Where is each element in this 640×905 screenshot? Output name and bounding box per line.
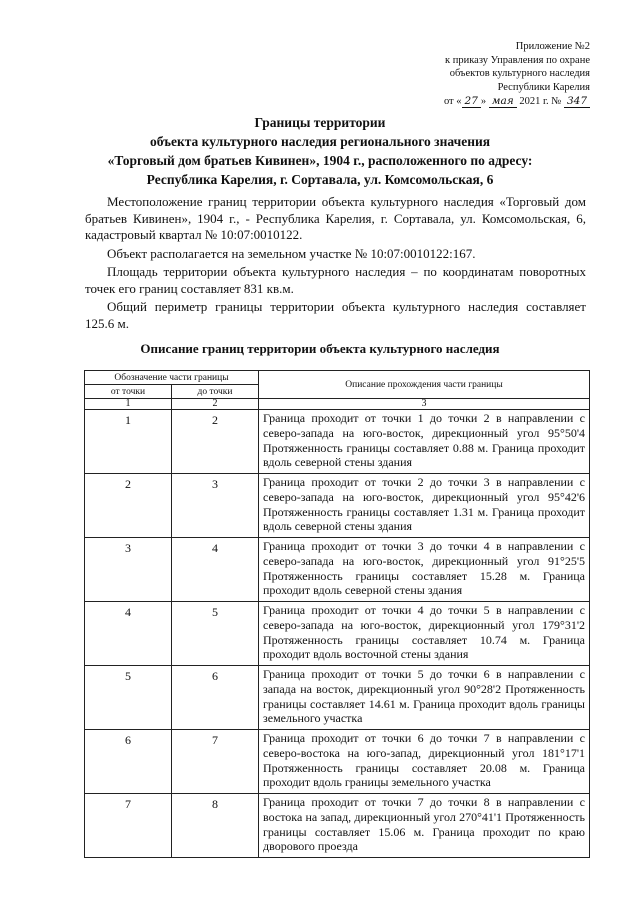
boundary-description: Граница проходит от точки 5 до точки 6 в направлении с запада на восток, дирекционный угол 90°28'2 Протяженность границы составляет 14.61 м. Граница проходит вдоль границы земельного участка [259, 666, 590, 730]
appendix-line-1: Приложение №2 [515, 41, 590, 52]
boundary-table [84, 370, 590, 858]
to-point: 8 [172, 794, 259, 858]
appendix-header [444, 40, 590, 109]
from-point: 5 [85, 666, 172, 730]
table-row [85, 602, 590, 666]
from-point: 2 [85, 474, 172, 538]
order-month: мая [489, 95, 517, 108]
title-line-4: Республика Карелия, г. Сортавала, ул. Комсомольская, 6 [146, 172, 494, 187]
from-point: 3 [85, 538, 172, 602]
column-number-3: 3 [259, 399, 590, 410]
from-point: 4 [85, 602, 172, 666]
column-number-1: 1 [85, 399, 172, 410]
date-mid: » [480, 96, 489, 107]
title-line-2: объекта культурного наследия регионального значения [149, 134, 491, 149]
table-row [85, 730, 590, 794]
to-point: 4 [172, 538, 259, 602]
to-point: 5 [172, 602, 259, 666]
table-row [85, 410, 590, 474]
table-row [85, 538, 590, 602]
header-from-point: от точки [85, 385, 172, 399]
order-date-line [444, 95, 590, 109]
from-point: 7 [85, 794, 172, 858]
to-point: 3 [172, 474, 259, 538]
to-point: 2 [172, 410, 259, 474]
appendix-line-2: к приказу Управления по охране [445, 54, 590, 66]
paragraph-area: Площадь территории объекта культурного наследия – по координатам поворотных точек его границ составляет 831 кв.м. [85, 264, 586, 296]
boundary-description: Граница проходит от точки 3 до точки 4 в направлении с северо-запада на юго-восток, дирекционный угол 91°25'5 Протяженность границы составляет 15.28 м. Граница проходит вдоль северной стены здания [259, 538, 590, 602]
paragraph-land-plot: Объект располагается на земельном участке № 10:07:0010122:167. [107, 245, 476, 261]
paragraph-location: Местоположение границ территории объекта культурного наследия «Торговый дом братьев Кивинен», 1904 г., - Республика Карелия, г. Сортавала, ул. Комсомольская, 6, кадастровый квартал № 10:07:0010122. [85, 194, 586, 242]
header-to-point: до точки [172, 385, 259, 399]
column-number-2: 2 [172, 399, 259, 410]
document-body [85, 194, 586, 332]
title-line-1: Границы территории [254, 115, 386, 130]
table-row [85, 794, 590, 858]
order-year: 2021 г. № [516, 96, 564, 107]
table-row [85, 474, 590, 538]
from-point: 1 [85, 410, 172, 474]
order-number: 347 [564, 95, 590, 108]
header-description: Описание прохождения части границы [259, 371, 590, 399]
boundary-description: Граница проходит от точки 6 до точки 7 в направлении с северо-востока на юго-запад, дирекционный угол 181°17'1 Протяженность границы составляет 20.08 м. Граница проходит вдоль границы земельного участка [259, 730, 590, 794]
to-point: 6 [172, 666, 259, 730]
table-header-row [85, 371, 590, 385]
title-line-3: «Торговый дом братьев Кивинен», 1904 г., расположенного по адресу: [107, 153, 533, 168]
boundary-description: Граница проходит от точки 4 до точки 5 в направлении с северо-запада на юго-восток, дирекционный угол 179°31'2 Протяженность границы составляет 10.74 м. Граница проходит вдоль восточной стены здания [259, 602, 590, 666]
to-point: 7 [172, 730, 259, 794]
table-row [85, 666, 590, 730]
section-title: Описание границ территории объекта культурного наследия [140, 341, 500, 356]
paragraph-perimeter: Общий периметр границы территории объекта культурного наследия составляет 125.6 м. [85, 299, 586, 331]
boundary-description: Граница проходит от точки 2 до точки 3 в направлении с северо-запада на юго-восток, дирекционный угол 95°42'6 Протяженность границы составляет 1.31 м. Граница проходит вдоль северной стены здания [259, 474, 590, 538]
order-day: 27 [462, 95, 481, 108]
boundary-description: Граница проходит от точки 1 до точки 2 в направлении с северо-запада на юго-восток, дирекционный угол 95°50'4 Протяженность границы составляет 0.88 м. Граница проходит вдоль северной стены здания [259, 410, 590, 474]
boundary-description: Граница проходит от точки 7 до точки 8 в направлении с востока на запад, дирекционный угол 270°41'1 Протяженность границы составляет 15.06 м. Граница проходит по краю дворового проезда [259, 794, 590, 858]
appendix-line-3: объектов культурного наследия [449, 68, 590, 79]
table-column-number-row [85, 399, 590, 410]
document-title [0, 113, 640, 189]
date-prefix: от « [443, 96, 462, 107]
appendix-line-4: Республики Карелия [497, 81, 590, 93]
from-point: 6 [85, 730, 172, 794]
header-group: Обозначение части границы [85, 371, 259, 385]
